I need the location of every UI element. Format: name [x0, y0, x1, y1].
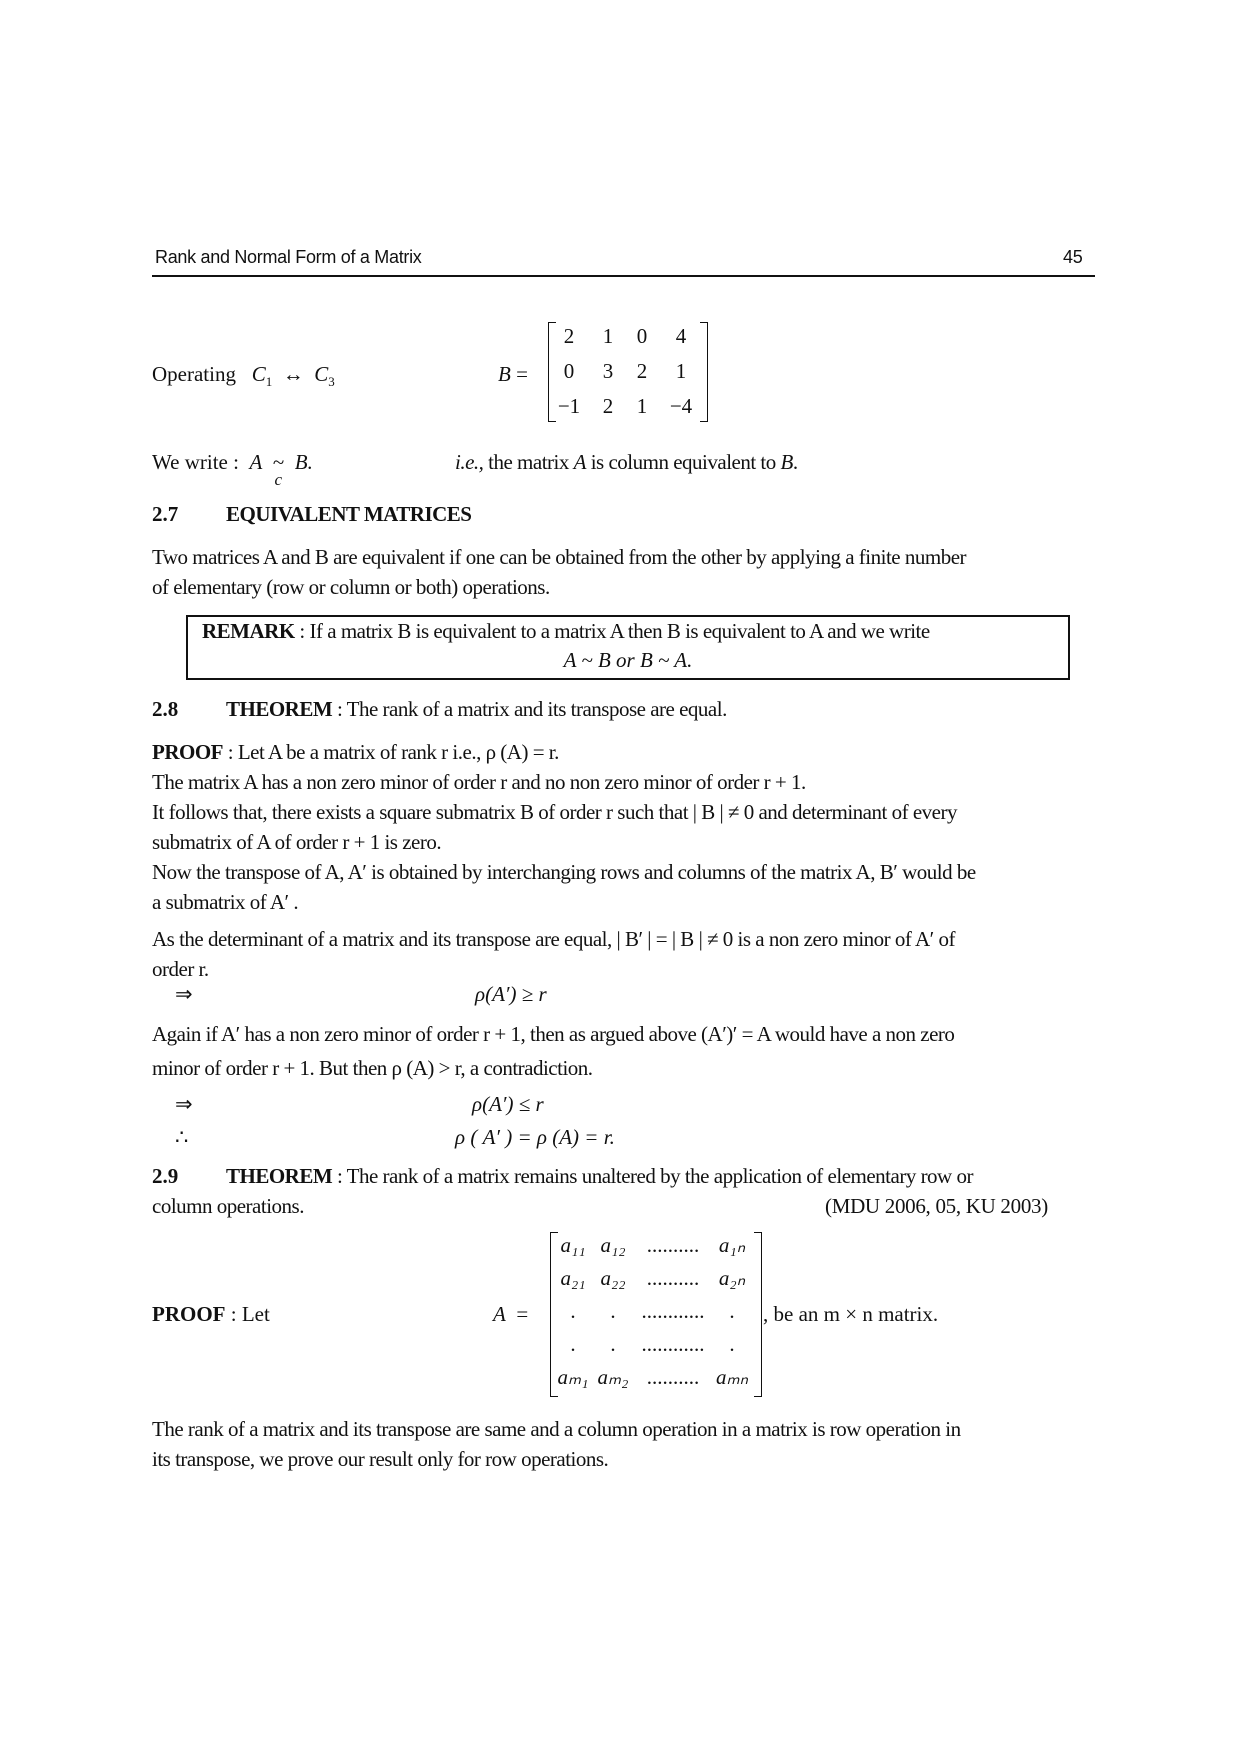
matrix-cell: 2 — [602, 394, 614, 418]
we-write-lhs: A — [249, 450, 263, 474]
therefore-symbol: ∴ — [175, 1125, 189, 1149]
expl-part: the matrix — [483, 450, 574, 474]
section-title: EQUIVALENT MATRICES — [226, 502, 472, 526]
proof-text: : Let — [225, 1302, 270, 1326]
theorem-label: THEOREM — [226, 697, 333, 721]
proof-2-8-cont — [152, 1017, 1095, 1085]
body-line: its transpose, we prove our result only for row operations. — [152, 1447, 609, 1471]
proof-line: It follows that, there exists a square submatrix B of order r such that | B | ≠ 0 and determinant of every — [152, 800, 957, 824]
implies-symbol: ⇒ — [175, 1092, 193, 1116]
tilde-glyph: ~ — [272, 450, 285, 474]
operation-label: Operating — [152, 362, 236, 386]
tilde-sub: c — [274, 470, 283, 489]
theorem-statement — [226, 697, 727, 722]
implies-expression: ρ(A′) ≤ r — [472, 1092, 544, 1116]
section-2-7-heading — [152, 502, 472, 527]
proof-line: a submatrix of A′ . — [152, 890, 299, 914]
matrix-a-name: A — [493, 1302, 506, 1326]
matrix-cell: −4 — [669, 394, 693, 418]
section-number: 2.8 — [152, 697, 179, 721]
matrix-cell: . — [610, 1299, 616, 1323]
theorem-text: : The rank of a matrix remains unaltered by the application of elementary row or — [332, 1164, 973, 1188]
proof-line: As the determinant of a matrix and its transpose are equal, | B′ | = | B | ≠ 0 is a non zero minor of A′ of — [152, 927, 956, 951]
matrix-cell: 2 — [563, 324, 575, 348]
col-left: C — [251, 362, 266, 386]
matrix-a-label — [493, 1302, 528, 1327]
implies-expression: ρ(A′) ≥ r — [475, 982, 547, 1006]
col-left-sub: 1 — [265, 374, 273, 390]
proof-line: Again if A′ has a non zero minor of order r + 1, then as argued above (A′)′ = A would have a non zero — [152, 1022, 955, 1046]
remark-box — [186, 615, 1070, 680]
matrix-b-name: B — [498, 362, 511, 386]
theorem-statement — [226, 1164, 973, 1189]
matrix-cell: ............ — [641, 1299, 705, 1323]
running-header-title: Rank and Normal Form of a Matrix — [155, 247, 422, 267]
header-rule — [152, 275, 1095, 277]
section-2-7-body — [152, 542, 1095, 602]
theorem-text-cont: column operations. — [152, 1194, 304, 1218]
matrix-cell: 3 — [602, 359, 614, 383]
equals-sign: = — [516, 362, 528, 386]
matrix-cell: . — [610, 1332, 616, 1356]
we-write-line — [152, 450, 313, 489]
proof-line: order r. — [152, 957, 209, 981]
column-equivalence-symbol — [268, 450, 290, 489]
theorem-text: : The rank of a matrix and its transpose are equal. — [332, 697, 727, 721]
we-write-explanation — [455, 450, 798, 475]
matrix-cell: 1 — [602, 324, 614, 348]
proof-line: minor of order r + 1. But then ρ (A) > r, a contradiction. — [152, 1056, 593, 1080]
citation: (MDU 2006, 05, KU 2003) — [825, 1194, 1048, 1218]
we-write-rhs: B. — [294, 450, 313, 474]
proof-text: : Let A be a matrix of rank r i.e., ρ (A) = r. — [223, 740, 559, 764]
matrix-cell: . — [729, 1299, 735, 1323]
matrix-cell: 1 — [675, 359, 687, 383]
closing-paragraph — [152, 1414, 1095, 1474]
matrix-cell: 0 — [636, 324, 648, 348]
body-line: of elementary (row or column or both) operations. — [152, 575, 550, 599]
matrix-cell: a₂₁ — [560, 1266, 586, 1290]
matrix-cell: a₂₂ — [600, 1266, 626, 1290]
proof-2-9-let — [152, 1302, 270, 1327]
matrix-cell: a₁₁ — [560, 1233, 586, 1257]
col-right-sub: 3 — [328, 374, 335, 390]
matrix-cell: aₘ₁ — [557, 1365, 589, 1389]
operation-line — [152, 362, 335, 390]
expl-a: A — [573, 450, 586, 474]
matrix-cell: 1 — [636, 394, 648, 418]
equals-sign: = — [516, 1302, 529, 1326]
matrix-cell: 2 — [636, 359, 648, 383]
section-2-8-heading — [152, 697, 727, 722]
col-right: C — [314, 362, 329, 386]
page-number: 45 — [1063, 247, 1083, 267]
remark-text: : If a matrix B is equivalent to a matrix A then B is equivalent to A and we write — [294, 619, 930, 643]
matrix-cell: .......... — [646, 1266, 700, 1290]
matrix-cell: 4 — [675, 324, 687, 348]
matrix-cell: a₁ₙ — [718, 1233, 746, 1257]
body-line: Two matrices A and B are equivalent if one can be obtained from the other by applying a finite number — [152, 545, 967, 569]
proof-line: The matrix A has a non zero minor of order r and no non zero minor of order r + 1. — [152, 770, 806, 794]
matrix-cell: .......... — [646, 1233, 700, 1257]
theorem-label: THEOREM — [226, 1164, 333, 1188]
expl-b: B — [780, 450, 793, 474]
section-number: 2.9 — [152, 1164, 179, 1188]
we-write-label: We write : — [152, 450, 239, 474]
matrix-cell: .......... — [646, 1365, 700, 1389]
proof-line: Now the transpose of A, A′ is obtained by interchanging rows and columns of the matrix A, B′ would be — [152, 860, 976, 884]
remark-line — [202, 619, 930, 644]
proof-2-8 — [152, 737, 1095, 984]
proof-line — [152, 737, 1095, 767]
ie-label: i.e., — [455, 450, 484, 474]
matrix-cell: aₘ₂ — [597, 1365, 629, 1389]
matrix-cell: . — [729, 1332, 735, 1356]
matrix-cell: 0 — [563, 359, 575, 383]
matrix-cell: a₁₂ — [600, 1233, 626, 1257]
remark-label: REMARK — [202, 619, 295, 643]
remark-formula: A ~ B or B ~ A. — [563, 648, 693, 672]
proof-label: PROOF — [152, 740, 223, 764]
matrix-cell: aₘₙ — [716, 1365, 748, 1389]
implies-symbol: ⇒ — [175, 982, 193, 1006]
matrix-b — [548, 322, 708, 422]
matrix-cell: . — [570, 1299, 576, 1323]
matrix-cell: −1 — [557, 394, 581, 418]
matrix-suffix: , be an m × n matrix. — [763, 1302, 939, 1326]
body-line: The rank of a matrix and its transpose are same and a column operation in a matrix is row operation in — [152, 1417, 961, 1441]
section-number: 2.7 — [152, 502, 179, 526]
matrix-cell: a₂ₙ — [718, 1266, 746, 1290]
matrix-b-label — [498, 362, 528, 387]
matrix-cell: . — [570, 1332, 576, 1356]
expl-part: . — [792, 450, 798, 474]
section-2-9-heading — [152, 1164, 973, 1189]
matrix-a — [550, 1232, 762, 1397]
proof-line: submatrix of A of order r + 1 is zero. — [152, 830, 442, 854]
proof-label: PROOF — [152, 1302, 226, 1326]
therefore-expression: ρ ( A′ ) = ρ (A) = r. — [455, 1125, 615, 1149]
expl-part: is column equivalent to — [585, 450, 781, 474]
swap-arrow: ↔ — [282, 362, 304, 386]
matrix-cell: ............ — [641, 1332, 705, 1356]
